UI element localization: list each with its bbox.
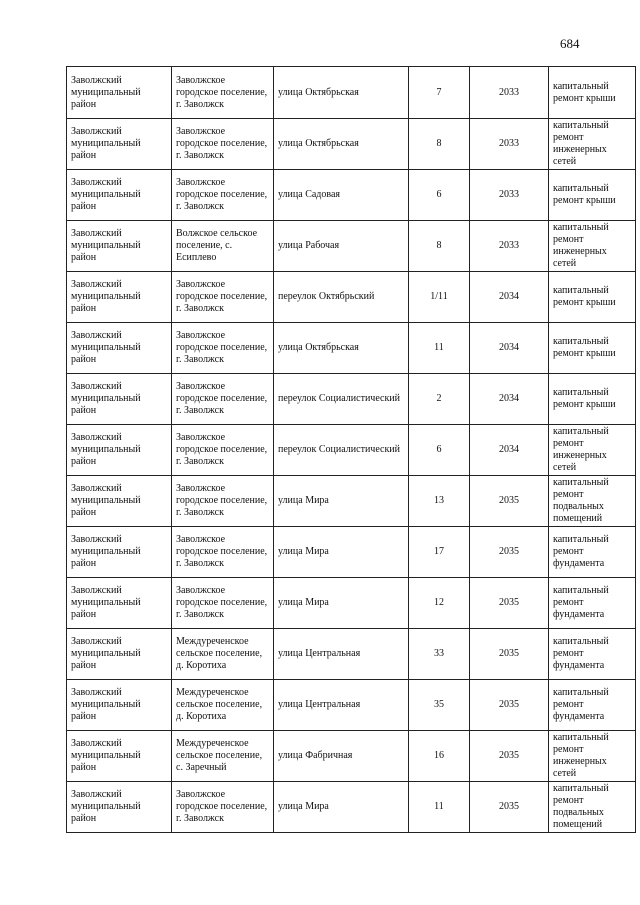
table-row xyxy=(67,272,636,323)
year-cell: 2035 xyxy=(470,578,549,629)
settlement-cell: Волжское сельское поселение, с. Есиплево xyxy=(172,221,274,272)
work-type-cell: капитальный ремонт крыши xyxy=(549,374,636,425)
district-cell: Заволжский муниципальный район xyxy=(67,782,172,833)
year-cell: 2034 xyxy=(470,425,549,476)
district-cell: Заволжский муниципальный район xyxy=(67,578,172,629)
house-number-cell: 12 xyxy=(409,578,470,629)
page-number: 684 xyxy=(560,36,580,51)
year-cell: 2033 xyxy=(470,119,549,170)
year-cell: 2033 xyxy=(470,67,549,119)
district-cell: Заволжский муниципальный район xyxy=(67,527,172,578)
house-number-cell: 6 xyxy=(409,425,470,476)
settlement-cell: Заволжское городское поселение, г. Заволжск xyxy=(172,476,274,527)
year-cell: 2033 xyxy=(470,170,549,221)
house-number-cell: 11 xyxy=(409,782,470,833)
house-number-cell: 17 xyxy=(409,527,470,578)
house-number-cell: 13 xyxy=(409,476,470,527)
house-number-cell: 33 xyxy=(409,629,470,680)
house-number-cell: 8 xyxy=(409,221,470,272)
district-cell: Заволжский муниципальный район xyxy=(67,221,172,272)
work-type-cell: капитальный ремонт инженерных сетей xyxy=(549,731,636,782)
work-type-cell: капитальный ремонт фундамента xyxy=(549,680,636,731)
house-number-cell: 11 xyxy=(409,323,470,374)
table-body xyxy=(67,67,636,833)
work-type-cell: капитальный ремонт фундамента xyxy=(549,629,636,680)
street-cell: улица Октябрьская xyxy=(274,323,409,374)
street-cell: улица Мира xyxy=(274,476,409,527)
district-cell: Заволжский муниципальный район xyxy=(67,323,172,374)
street-cell: переулок Социалистический xyxy=(274,425,409,476)
work-type-cell: капитальный ремонт крыши xyxy=(549,323,636,374)
house-number-cell: 7 xyxy=(409,67,470,119)
street-cell: переулок Социалистический xyxy=(274,374,409,425)
settlement-cell: Заволжское городское поселение, г. Заволжск xyxy=(172,425,274,476)
district-cell: Заволжский муниципальный район xyxy=(67,731,172,782)
street-cell: улица Рабочая xyxy=(274,221,409,272)
year-cell: 2035 xyxy=(470,629,549,680)
table-row xyxy=(67,476,636,527)
settlement-cell: Заволжское городское поселение, г. Заволжск xyxy=(172,578,274,629)
house-number-cell: 6 xyxy=(409,170,470,221)
district-cell: Заволжский муниципальный район xyxy=(67,476,172,527)
street-cell: улица Октябрьская xyxy=(274,67,409,119)
settlement-cell: Заволжское городское поселение, г. Заволжск xyxy=(172,170,274,221)
house-number-cell: 1/11 xyxy=(409,272,470,323)
street-cell: улица Мира xyxy=(274,578,409,629)
year-cell: 2034 xyxy=(470,272,549,323)
work-type-cell: капитальный ремонт инженерных сетей xyxy=(549,119,636,170)
district-cell: Заволжский муниципальный район xyxy=(67,272,172,323)
street-cell: улица Садовая xyxy=(274,170,409,221)
house-number-cell: 2 xyxy=(409,374,470,425)
settlement-cell: Междуреченское сельское поселение, д. Коротиха xyxy=(172,680,274,731)
year-cell: 2034 xyxy=(470,323,549,374)
district-cell: Заволжский муниципальный район xyxy=(67,119,172,170)
settlement-cell: Заволжское городское поселение, г. Заволжск xyxy=(172,272,274,323)
district-cell: Заволжский муниципальный район xyxy=(67,629,172,680)
district-cell: Заволжский муниципальный район xyxy=(67,170,172,221)
work-type-cell: капитальный ремонт фундамента xyxy=(549,527,636,578)
district-cell: Заволжский муниципальный район xyxy=(67,680,172,731)
table-row xyxy=(67,527,636,578)
street-cell: улица Фабричная xyxy=(274,731,409,782)
district-cell: Заволжский муниципальный район xyxy=(67,374,172,425)
year-cell: 2035 xyxy=(470,527,549,578)
district-cell: Заволжский муниципальный район xyxy=(67,425,172,476)
table-row xyxy=(67,221,636,272)
work-type-cell: капитальный ремонт подвальных помещений xyxy=(549,476,636,527)
year-cell: 2035 xyxy=(470,782,549,833)
table-row xyxy=(67,374,636,425)
work-type-cell: капитальный ремонт крыши xyxy=(549,67,636,119)
street-cell: улица Мира xyxy=(274,782,409,833)
settlement-cell: Заволжское городское поселение, г. Заволжск xyxy=(172,782,274,833)
year-cell: 2035 xyxy=(470,731,549,782)
settlement-cell: Междуреченское сельское поселение, д. Коротиха xyxy=(172,629,274,680)
house-number-cell: 16 xyxy=(409,731,470,782)
settlement-cell: Заволжское городское поселение, г. Заволжск xyxy=(172,323,274,374)
settlement-cell: Заволжское городское поселение, г. Заволжск xyxy=(172,67,274,119)
work-type-cell: капитальный ремонт инженерных сетей xyxy=(549,425,636,476)
settlement-cell: Заволжское городское поселение, г. Заволжск xyxy=(172,527,274,578)
table-row xyxy=(67,782,636,833)
year-cell: 2034 xyxy=(470,374,549,425)
street-cell: улица Октябрьская xyxy=(274,119,409,170)
work-type-cell: капитальный ремонт крыши xyxy=(549,272,636,323)
settlement-cell: Междуреченское сельское поселение, с. Заречный xyxy=(172,731,274,782)
table-row xyxy=(67,67,636,119)
house-number-cell: 8 xyxy=(409,119,470,170)
table-row xyxy=(67,170,636,221)
work-type-cell: капитальный ремонт инженерных сетей xyxy=(549,221,636,272)
street-cell: улица Центральная xyxy=(274,629,409,680)
district-cell: Заволжский муниципальный район xyxy=(67,67,172,119)
repair-schedule-table xyxy=(66,66,636,833)
street-cell: улица Мира xyxy=(274,527,409,578)
work-type-cell: капитальный ремонт фундамента xyxy=(549,578,636,629)
table-row xyxy=(67,425,636,476)
year-cell: 2035 xyxy=(470,476,549,527)
table-row xyxy=(67,731,636,782)
table-row xyxy=(67,680,636,731)
street-cell: улица Центральная xyxy=(274,680,409,731)
street-cell: переулок Октябрьский xyxy=(274,272,409,323)
work-type-cell: капитальный ремонт крыши xyxy=(549,170,636,221)
work-type-cell: капитальный ремонт подвальных помещений xyxy=(549,782,636,833)
table-row xyxy=(67,578,636,629)
settlement-cell: Заволжское городское поселение, г. Заволжск xyxy=(172,119,274,170)
settlement-cell: Заволжское городское поселение, г. Заволжск xyxy=(172,374,274,425)
table-row xyxy=(67,629,636,680)
year-cell: 2035 xyxy=(470,680,549,731)
table-row xyxy=(67,119,636,170)
table-row xyxy=(67,323,636,374)
year-cell: 2033 xyxy=(470,221,549,272)
house-number-cell: 35 xyxy=(409,680,470,731)
